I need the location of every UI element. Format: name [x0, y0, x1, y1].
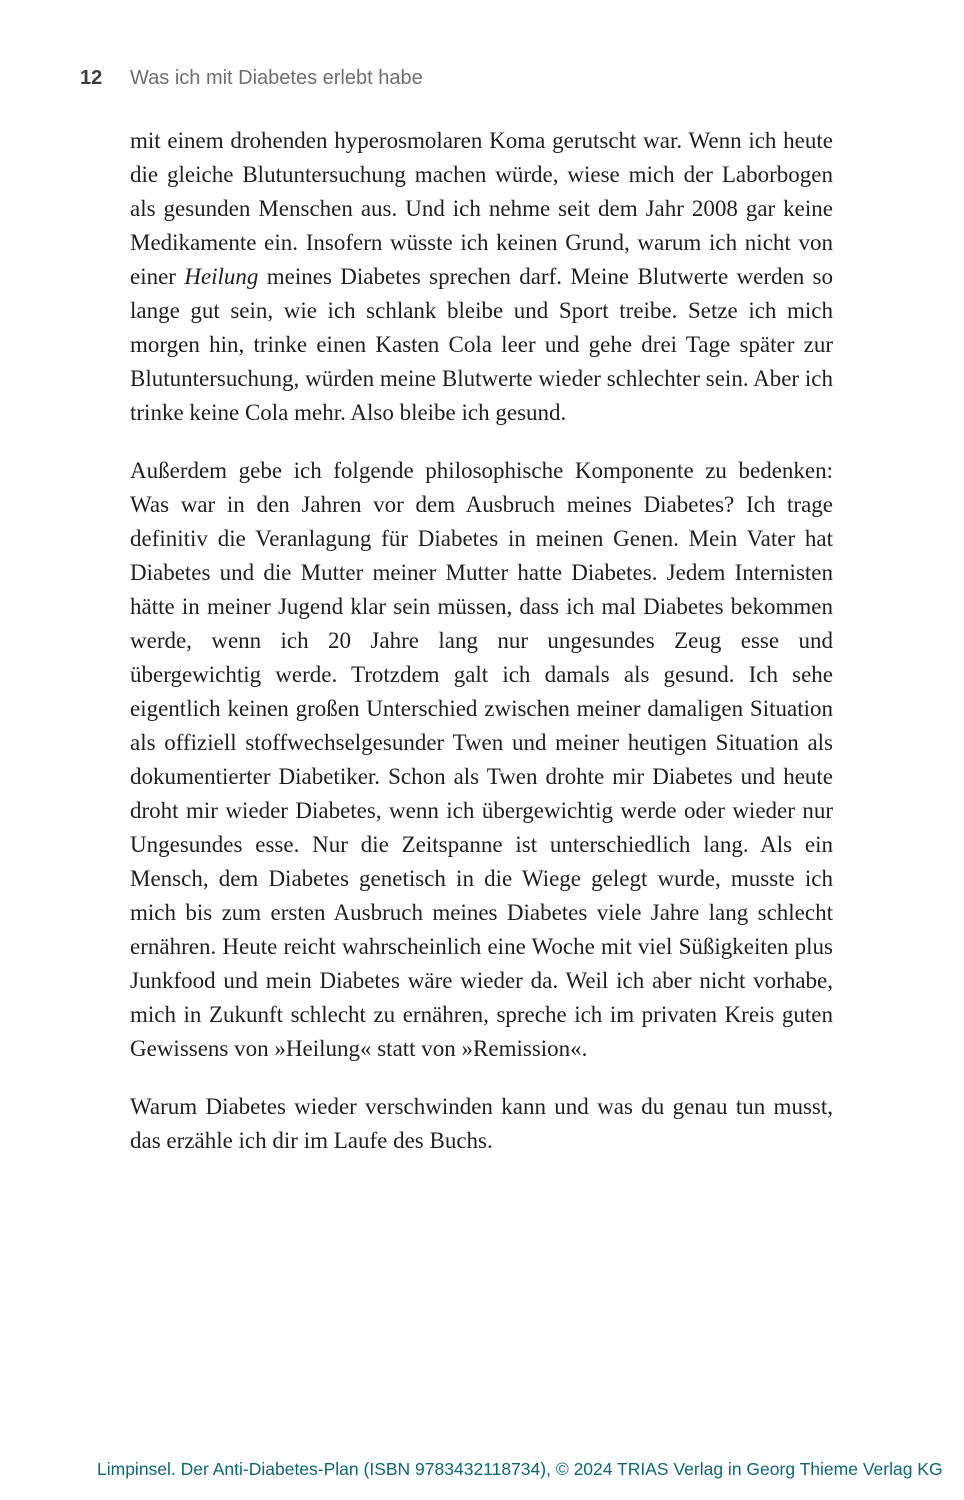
paragraph-1-text: mit einem drohenden hyperosmolaren Koma gerutscht war. Wenn ich heute die gleiche Blutuntersuchung machen würde, wiese mich der Laborbogen als gesunden Menschen aus. Und ich nehme seit dem Jahr 2008 gar keine Medikamente ein. Insofern wüsste ich keinen Grund, warum ich nicht von einer — [130, 128, 833, 289]
paragraph-1-text-continued: meines Diabetes sprechen darf. Meine Blutwerte werden so lange gut sein, wie ich schlank bleibe und Sport treibe. Setze ich mich morgen hin, trinke einen Kasten Cola leer und gehe drei Tage später zur Blutuntersuchung, würden meine Blutwerte wieder schlechter sein. Aber ich trinke keine Cola mehr. Also bleibe ich gesund. — [130, 264, 834, 425]
running-head-title: Was ich mit Diabetes erlebt habe — [130, 67, 423, 89]
page-number: 12 — [80, 67, 103, 89]
page-header — [80, 66, 423, 90]
body-text-block — [130, 124, 833, 1182]
paragraph-2: Außerdem gebe ich folgende philosophische Komponente zu bedenken: Was war in den Jahren vor dem Ausbruch meines Diabetes? Ich trage definitiv die Veranlagung für Diabetes in meinen Genen. Mein Vater hat Diabetes und die Mutter meiner Mutter hatte Diabetes. Jedem Internisten hätte in meiner Jugend klar sein müssen, dass ich mal Diabetes bekommen werde, wenn ich 20 Jahre lang nur ungesundes Zeug esse und übergewichtig werde. Trotzdem galt ich damals als gesund. Ich sehe eigentlich keinen großen Unterschied zwischen meiner damaligen Situation als offiziell stoffwechselgesunder Twen und meiner heutigen Situation als dokumentierter Diabetiker. Schon als Twen drohte mir Diabetes und heute droht mir wieder Diabetes, wenn ich übergewichtig werde oder wieder nur Ungesundes esse. Nur die Zeitspanne ist unterschiedlich lang. Als ein Mensch, dem Diabetes genetisch in die Wiege gelegt wurde, musste ich mich bis zum ersten Ausbruch meines Diabetes viele Jahre lang schlecht ernähren. Heute reicht wahrscheinlich eine Woche mit viel Süßigkeiten plus Junkfood und mein Diabetes wäre wieder da. Weil ich aber nicht vorhabe, mich in Zukunft schlecht zu ernähren, spreche ich im privaten Kreis guten Gewissens von »Heilung« statt von »Remission«. — [130, 458, 833, 1061]
paragraph-1-italic-word: Heilung — [184, 264, 259, 289]
paragraph-3: Warum Diabetes wieder verschwinden kann und was du genau tun musst, das erzähle ich dir im Laufe des Buchs. — [130, 1094, 833, 1153]
copyright-footer: Limpinsel. Der Anti-Diabetes-Plan (ISBN 9783432118734), © 2024 TRIAS Verlag in Georg Thieme Verlag KG — [97, 1459, 943, 1479]
paragraph-1 — [130, 124, 833, 430]
